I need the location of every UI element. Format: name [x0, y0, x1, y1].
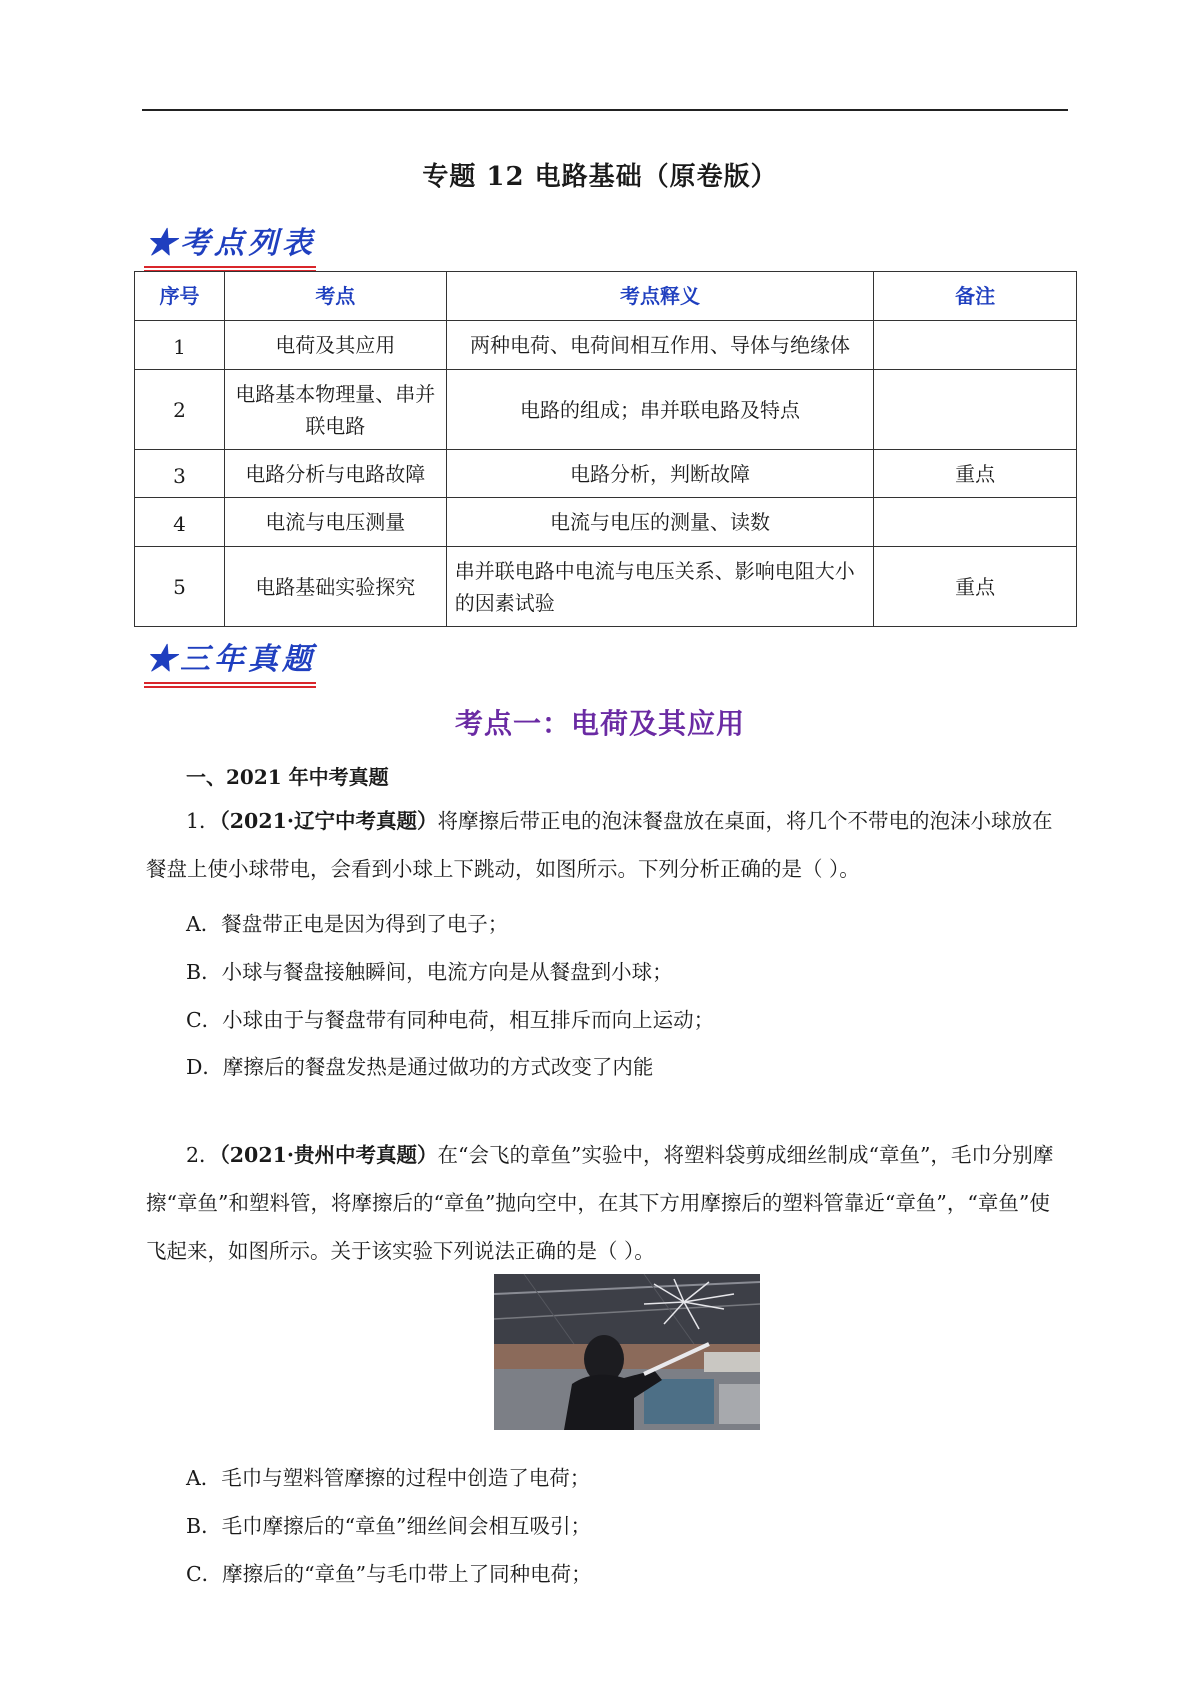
cell-explanation: 电流与电压的测量、读数 [446, 498, 874, 547]
heading-underline [144, 266, 316, 268]
subsection-title: 一、2021 年中考真题 [186, 765, 389, 789]
experiment-photo [494, 1274, 760, 1430]
document-title: 专题 12 电路基础（原卷版） [422, 162, 778, 192]
option-d: D．摩擦后的餐盘发热是通过做功的方式改变了内能 [186, 1055, 654, 1079]
cell-index: 2 [135, 370, 225, 450]
question-number: 1． [186, 809, 220, 833]
cell-remark [874, 498, 1077, 547]
question-stem: 将摩擦后带正电的泡沫餐盘放在桌面，将几个不带电的泡沫小球放在餐盘上使小球带电，会看到小球上下跳动，如图所示。下列分析正确的是（ ）。 [146, 809, 1053, 881]
question-1 [146, 797, 1066, 893]
key-points-table [134, 271, 1077, 627]
cell-index: 4 [135, 498, 225, 547]
cell-index: 3 [135, 450, 225, 498]
header-topic: 考点 [224, 272, 446, 321]
option-c: C．小球由于与餐盘带有同种电荷，相互排斥而向上运动； [186, 1008, 715, 1032]
option-c: C．摩擦后的“章鱼”与毛巾带上了同种电荷； [186, 1562, 592, 1586]
header-explanation: 考点释义 [446, 272, 874, 321]
cell-remark [874, 321, 1077, 370]
cell-remark: 重点 [874, 547, 1077, 627]
table-row [135, 547, 1077, 627]
heading-underline [144, 682, 316, 684]
cell-remark [874, 370, 1077, 450]
header-rule [142, 109, 1068, 111]
cell-index: 5 [135, 547, 225, 627]
cell-index: 1 [135, 321, 225, 370]
cell-explanation: 电路的组成；串并联电路及特点 [446, 370, 874, 450]
option-b: B．毛巾摩擦后的“章鱼”细丝间会相互吸引； [186, 1514, 592, 1538]
section-heading-past-exams [146, 634, 316, 678]
table-row [135, 450, 1077, 498]
table-row [135, 370, 1077, 450]
table-header-row [135, 272, 1077, 321]
cell-topic: 电路基础实验探究 [224, 547, 446, 627]
cell-topic: 电路基本物理量、串并联电路 [224, 370, 446, 450]
header-remark: 备注 [874, 272, 1077, 321]
section-heading-text: ★三年真题 [146, 642, 316, 677]
option-a: A．毛巾与塑料管摩擦的过程中创造了电荷； [186, 1466, 591, 1490]
cell-topic: 电流与电压测量 [224, 498, 446, 547]
section-heading-text: ★考点列表 [146, 226, 316, 261]
question-source: （2021·辽宁中考真题） [219, 809, 438, 833]
cell-explanation: 电路分析，判断故障 [446, 450, 874, 498]
question-2 [146, 1131, 1066, 1275]
option-a: A．餐盘带正电是因为得到了电子； [186, 912, 509, 936]
header-index: 序号 [135, 272, 225, 321]
cell-topic: 电荷及其应用 [224, 321, 446, 370]
cell-topic: 电路分析与电路故障 [224, 450, 446, 498]
table-row [135, 498, 1077, 547]
question-number: 2． [186, 1143, 220, 1167]
table-row [135, 321, 1077, 370]
section-heading-key-points [146, 218, 316, 262]
option-b: B．小球与餐盘接触瞬间，电流方向是从餐盘到小球； [186, 960, 673, 984]
topic-title: 考点一：电荷及其应用 [454, 707, 745, 740]
cell-remark: 重点 [874, 450, 1077, 498]
cell-explanation: 串并联电路中电流与电压关系、影响电阻大小的因素试验 [446, 547, 874, 627]
heading-underline [144, 686, 316, 688]
cell-explanation: 两种电荷、电荷间相互作用、导体与绝缘体 [446, 321, 874, 370]
question-stem: 在“会飞的章鱼”实验中，将塑料袋剪成细丝制成“章鱼”，毛巾分别摩擦“章鱼”和塑料管，将摩擦后的“章鱼”抛向空中，在其下方用摩擦后的塑料管靠近“章鱼”，“章鱼”使飞起来，如图所示。关于该实验下列说法正确的是（ ）。 [146, 1143, 1054, 1263]
question-source: （2021·贵州中考真题） [219, 1143, 438, 1167]
